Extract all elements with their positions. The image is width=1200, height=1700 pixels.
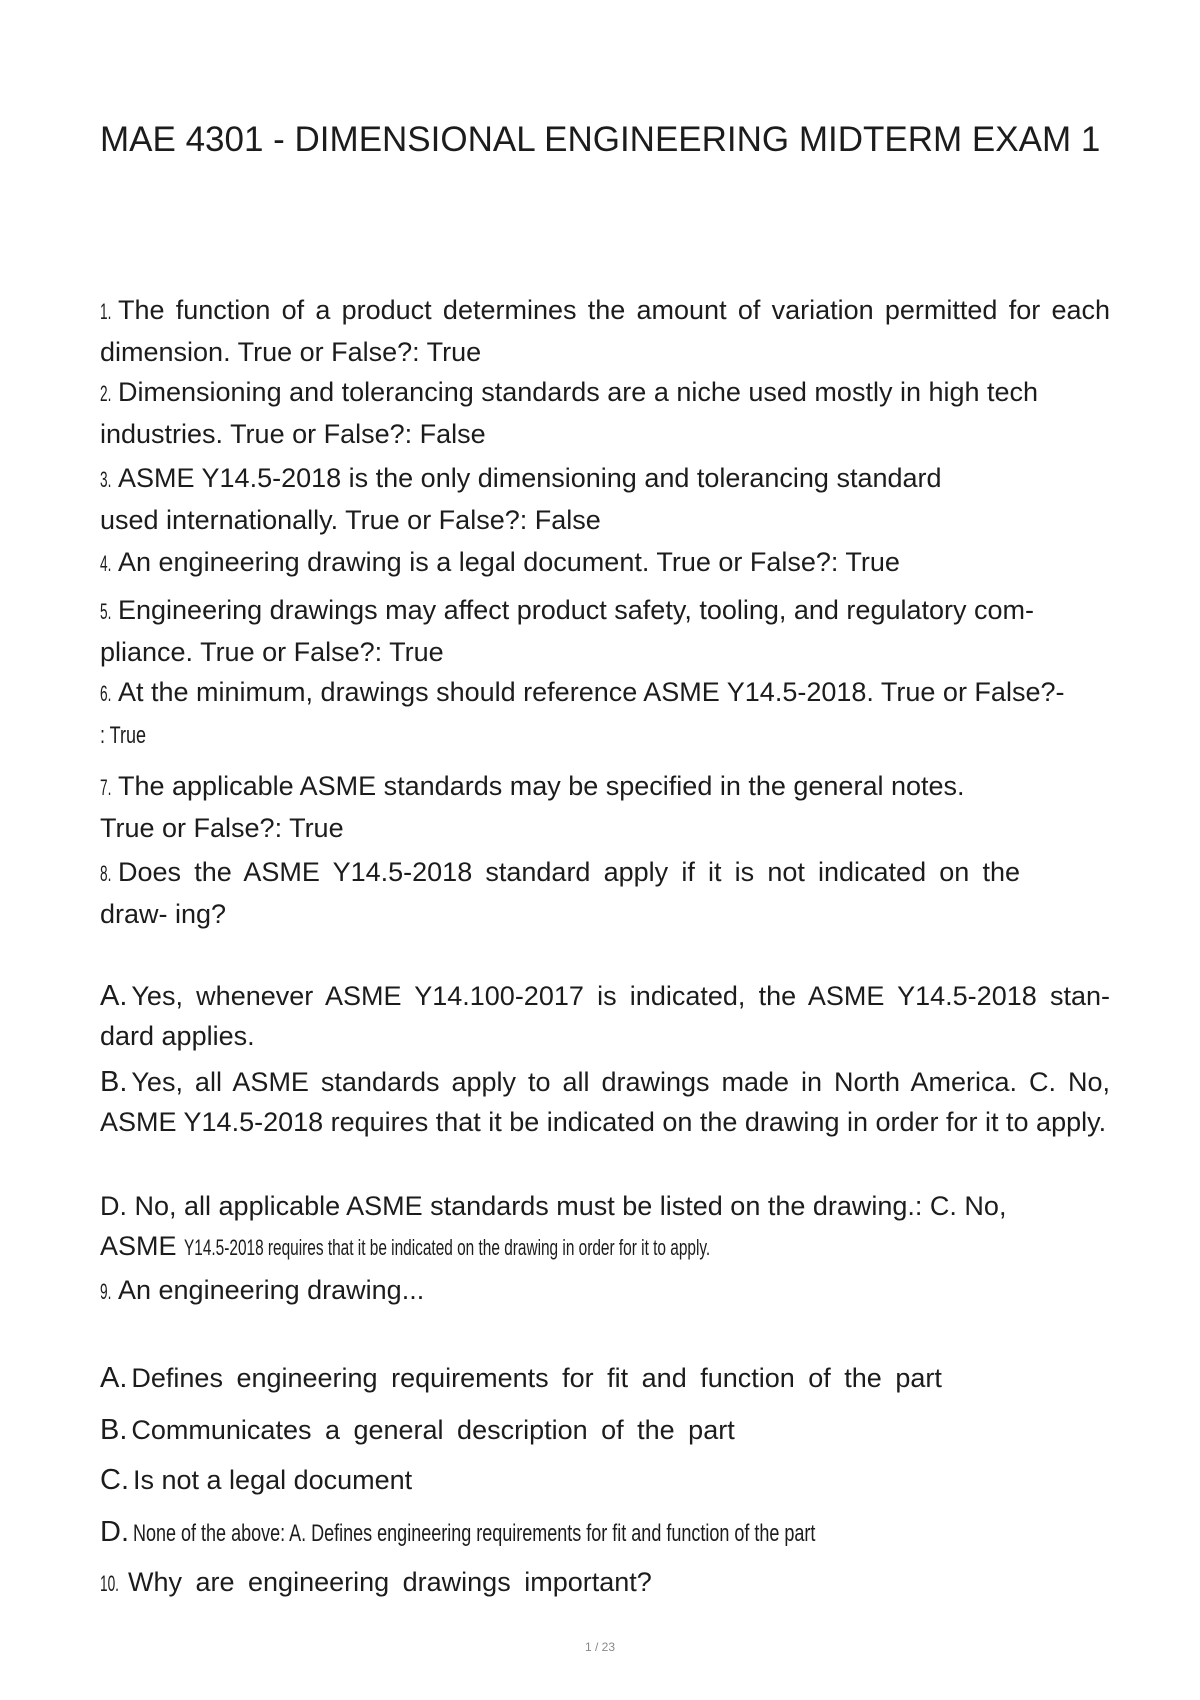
option-text: Defines engineering requirements for fit and function of the part (131, 1363, 942, 1393)
document-title: MAE 4301 - DIMENSIONAL ENGINEERING MIDTERM EXAM 1 (100, 120, 1101, 159)
question-number: 1. (100, 299, 112, 324)
question-text: Engineering drawings may affect product safety, tooling, and regulatory com- pliance. True or False?: True (100, 595, 1034, 667)
question-3 (100, 458, 1110, 540)
option-letter: B. (100, 1414, 128, 1446)
option-letter: B. (100, 1066, 128, 1098)
option-letter: C. (100, 1464, 129, 1496)
q8-option-b (100, 1062, 1110, 1142)
question-number: 5. (100, 599, 112, 624)
q9-option-d (100, 1512, 1110, 1554)
q9-option-a (100, 1358, 1110, 1398)
question-text-continued: used internationally. True or False?: False (100, 505, 601, 535)
answer-text: Y14.5-2018 requires that it be indicated on the drawing in order for it to apply. (184, 1235, 711, 1260)
question-number: 3. (100, 467, 112, 492)
question-number: 7. (100, 775, 112, 800)
question-4 (100, 542, 1110, 584)
question-number: 10. (100, 1571, 119, 1596)
question-text: ASME Y14.5-2018 is the only dimensioning and tolerancing standard (118, 463, 942, 493)
option-text: None of the above: A. Defines engineering requirements for fit and function of the part (133, 1520, 816, 1547)
question-text-continued: : True (100, 722, 147, 749)
question-text: Why are engineering drawings important? (128, 1567, 652, 1597)
option-letter: D. (100, 1516, 129, 1548)
option-letter: A. (100, 980, 128, 1012)
question-text: An engineering drawing is a legal document. True or False?: True (118, 547, 900, 577)
answer-prefix: ASME (100, 1231, 177, 1261)
option-text: Yes, all ASME standards apply to all drawings made in North America. C. No, ASME Y14.5-2018 requires that it be indicated on the drawing in order for it to apply. (100, 1067, 1110, 1137)
question-5 (100, 590, 1110, 672)
question-1 (100, 290, 1110, 372)
question-text: Dimensioning and tolerancing standards are a niche used mostly in high tech industries. True or False?: False (100, 377, 1039, 449)
question-number: 6. (100, 681, 112, 706)
question-number: 9. (100, 1279, 112, 1304)
question-text: At the minimum, drawings should reference ASME Y14.5-2018. True or False?- (118, 677, 1065, 707)
question-number: 2. (100, 381, 112, 406)
question-text: Does the ASME Y14.5-2018 standard apply if it is not indicated on the draw- ing? (100, 857, 1020, 929)
option-text: Communicates a general description of the part (131, 1415, 735, 1445)
question-9 (100, 1270, 1110, 1312)
option-text: Yes, whenever ASME Y14.100-2017 is indicated, the ASME Y14.5-2018 stan- dard applies. (100, 981, 1110, 1051)
question-7 (100, 766, 1110, 848)
option-text: D. No, all applicable ASME standards must be listed on the drawing.: C. No, (100, 1191, 1007, 1221)
q8-option-d-answer (100, 1186, 1110, 1226)
option-text: Is not a legal document (133, 1465, 413, 1495)
page-number: 1 / 23 (584, 1640, 616, 1654)
question-10 (100, 1562, 1110, 1604)
q9-option-b (100, 1410, 1110, 1450)
q9-option-c (100, 1460, 1110, 1500)
question-number: 4. (100, 551, 112, 576)
question-text: The applicable ASME standards may be specified in the general notes. (118, 771, 965, 801)
q8-option-a (100, 976, 1110, 1056)
question-text: An engineering drawing... (118, 1275, 425, 1305)
q8-answer-continued (100, 1226, 1110, 1268)
question-6 (100, 672, 1110, 756)
question-text-continued: True or False?: True (100, 813, 344, 843)
question-number: 8. (100, 861, 112, 886)
question-8 (100, 852, 1020, 934)
question-text: The function of a product determines the amount of variation permitted for each dimension. True or False?: True (100, 295, 1110, 367)
option-letter: A. (100, 1362, 128, 1394)
question-2 (100, 372, 1110, 454)
